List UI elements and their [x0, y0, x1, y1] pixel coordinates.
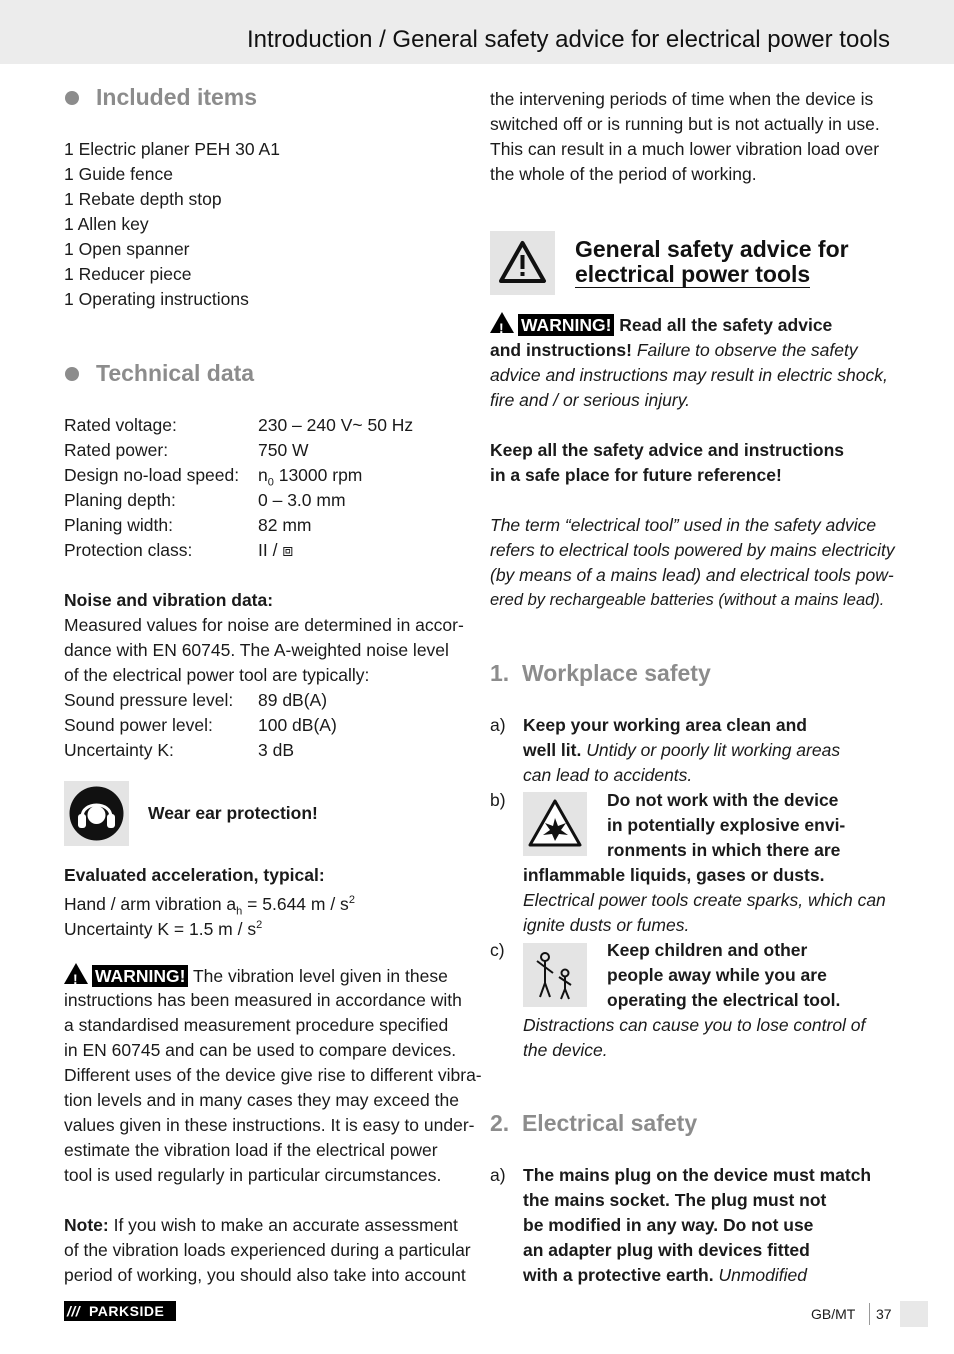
paragraph-line: people away while you are: [607, 965, 827, 985]
safety-heading-line-2: electrical power tools: [575, 261, 811, 287]
paragraph-line: and instructions! Failure to observe the safety: [490, 340, 858, 360]
paragraph-line: ered by rechargeable batteries (without a mains lead).: [490, 591, 885, 609]
paragraph-line: Do not work with the device: [607, 790, 839, 810]
paragraph-line: in potentially explosive envi-: [607, 815, 846, 835]
warning-triangle-icon: [64, 963, 88, 984]
warning-paragraph-line: !WARNING! Read all the safety advice: [490, 312, 832, 338]
acceleration-line: Hand / arm vibration $a_h = 5.644$ m / $s^2$: [64, 893, 355, 918]
page-header: [0, 0, 954, 64]
paragraph-line: switched off or is running but is not actually in use.: [490, 114, 880, 134]
paragraph-line: the device.: [523, 1040, 608, 1060]
paragraph-line: tion levels and in many cases they may exceed the: [64, 1090, 459, 1110]
paragraph-line: Different uses of the device give rise to different vibra-: [64, 1065, 482, 1085]
spec-label: Rated voltage:: [64, 415, 177, 435]
paragraph-line: a standardised measurement procedure specified: [64, 1015, 449, 1035]
paragraph-line: Keep all the safety advice and instructions: [490, 440, 844, 460]
explosive-hazard-icon: [523, 792, 587, 856]
warning-paragraph-line: !WARNING! The vibration level given in these: [64, 963, 448, 989]
paragraph-line: values given in these instructions. It is easy to under-: [64, 1115, 475, 1135]
spec-label: Sound pressure level:: [64, 690, 234, 710]
spec-value: II / ⧈: [258, 540, 294, 560]
safety-heading-line-1: General safety advice for: [575, 236, 849, 262]
logo-stripes: ///: [67, 1303, 81, 1319]
spec-label: Protection class:: [64, 540, 193, 560]
paragraph-line: Keep children and other: [607, 940, 808, 960]
spec-value: 750 W: [258, 440, 309, 460]
paragraph-line: of the vibration loads experienced during a particular: [64, 1240, 471, 1260]
paragraph-line: the mains socket. The plug must not: [523, 1190, 827, 1210]
spec-label: Planing depth:: [64, 490, 176, 510]
section-bullet: [65, 91, 79, 105]
page-title: Introduction / General safety advice for electrical power tools: [247, 26, 890, 53]
paragraph-line: ignite dusts or fumes.: [523, 915, 690, 935]
paragraph-line: ronments in which there are: [607, 840, 841, 860]
paragraph-line: The term “electrical tool” used in the safety advice: [490, 515, 877, 535]
paragraph-line: inflammable liquids, gases or dusts.: [523, 865, 825, 885]
spec-value: 100 dB(A): [258, 715, 337, 735]
paragraph-line: Electrical power tools create sparks, which can: [523, 890, 886, 910]
warning-triangle-icon: [490, 312, 514, 333]
paragraph-line: Keep your working area clean and: [523, 715, 807, 735]
list-marker: a): [490, 1165, 506, 1185]
spec-value: 82 mm: [258, 515, 312, 535]
spec-label: Design no-load speed:: [64, 465, 240, 485]
page-tab: [900, 1301, 928, 1327]
list-item: 1 Rebate depth stop: [64, 189, 222, 209]
warning-badge: WARNING!: [518, 314, 614, 336]
warning-triangle-icon: [490, 231, 555, 295]
list-marker: c): [490, 940, 505, 960]
paragraph-line: (by means of a mains lead) and electrical tools pow-: [490, 565, 894, 585]
ear-protection-label: Wear ear protection!: [148, 803, 318, 823]
note-label: Note:: [64, 1215, 109, 1235]
paragraph-line: This can result in a much lower vibration load over: [490, 139, 880, 159]
electrical-safety-heading: 2. Electrical safety: [490, 1110, 698, 1136]
paragraph-line: of the electrical power tool are typically:: [64, 665, 370, 685]
region-code: GB/MT: [811, 1306, 856, 1322]
paragraph-line: advice and instructions may result in electric shock,: [490, 365, 888, 385]
paragraph-line: well lit. Untidy or poorly lit working areas: [523, 740, 841, 760]
ear-protection-icon: [64, 781, 129, 846]
paragraph-line: can lead to accidents.: [523, 765, 693, 785]
list-item: 1 Guide fence: [64, 164, 173, 184]
paragraph-line: fire and / or serious injury.: [490, 390, 691, 410]
spec-value: 230 – 240 V~ 50 Hz: [258, 415, 414, 435]
paragraph-line: the intervening periods of time when the device is: [490, 89, 874, 109]
paragraph-line: operating the electrical tool.: [607, 990, 841, 1010]
paragraph-line: The mains plug on the device must match: [523, 1165, 872, 1185]
paragraph-line: estimate the vibration load if the electrical power: [64, 1140, 438, 1160]
page-number: 37: [876, 1306, 892, 1322]
noise-heading: Noise and vibration data:: [64, 590, 274, 610]
spec-label: Planing width:: [64, 515, 173, 535]
spec-value: 3 dB: [258, 740, 294, 760]
paragraph-line: tool is used regularly in particular circumstances.: [64, 1165, 442, 1185]
paragraph-line: instructions has been measured in accordance with: [64, 990, 462, 1010]
list-item: 1 Operating instructions: [64, 289, 249, 309]
spec-label: Sound power level:: [64, 715, 213, 735]
paragraph-line: refers to electrical tools powered by mains electricity: [490, 540, 895, 560]
list-item: 1 Allen key: [64, 214, 149, 234]
spec-value: $n_0$ 13000 rpm: [258, 465, 363, 489]
included-items-heading: Included items: [96, 84, 258, 110]
keep-children-away-icon: [523, 943, 587, 1007]
warning-badge: WARNING!: [92, 965, 188, 987]
paragraph-line: period of working, you should also take into account: [64, 1265, 466, 1285]
paragraph-line: with a protective earth. Unmodified: [523, 1265, 807, 1285]
spec-value: 0 – 3.0 mm: [258, 490, 346, 510]
paragraph-line: Measured values for noise are determined in accor-: [64, 615, 464, 635]
section-bullet: [65, 367, 79, 381]
technical-data-heading: Technical data: [96, 360, 255, 386]
note-paragraph-line: Note: If you wish to make an accurate assessment: [64, 1215, 458, 1235]
spec-value: 89 dB(A): [258, 690, 328, 710]
uncertainty-line: Uncertainty K = 1.5 m / $s^2$: [64, 918, 263, 939]
brand-logo: /// PARKSIDE: [64, 1301, 176, 1321]
paragraph-line: in a safe place for future reference!: [490, 465, 782, 485]
list-item: 1 Electric planer PEH 30 A1: [64, 139, 280, 159]
list-item: 1 Open spanner: [64, 239, 190, 259]
list-marker: b): [490, 790, 506, 810]
spec-label: Uncertainty K:: [64, 740, 174, 760]
paragraph-line: the whole of the period of working.: [490, 164, 757, 184]
paragraph-line: dance with EN 60745. The A-weighted noise level: [64, 640, 449, 660]
paragraph-line: be modified in any way. Do not use: [523, 1215, 814, 1235]
list-item: 1 Reducer piece: [64, 264, 192, 284]
footer-divider: [869, 1303, 870, 1325]
paragraph-line: an adapter plug with devices fitted: [523, 1240, 810, 1260]
paragraph-line: Distractions can cause you to lose control of: [523, 1015, 866, 1035]
spec-label: Rated power:: [64, 440, 169, 460]
list-marker: a): [490, 715, 506, 735]
paragraph-line: in EN 60745 and can be used to compare devices.: [64, 1040, 457, 1060]
acceleration-heading: Evaluated acceleration, typical:: [64, 865, 325, 885]
workplace-safety-heading: 1. Workplace safety: [490, 660, 711, 686]
